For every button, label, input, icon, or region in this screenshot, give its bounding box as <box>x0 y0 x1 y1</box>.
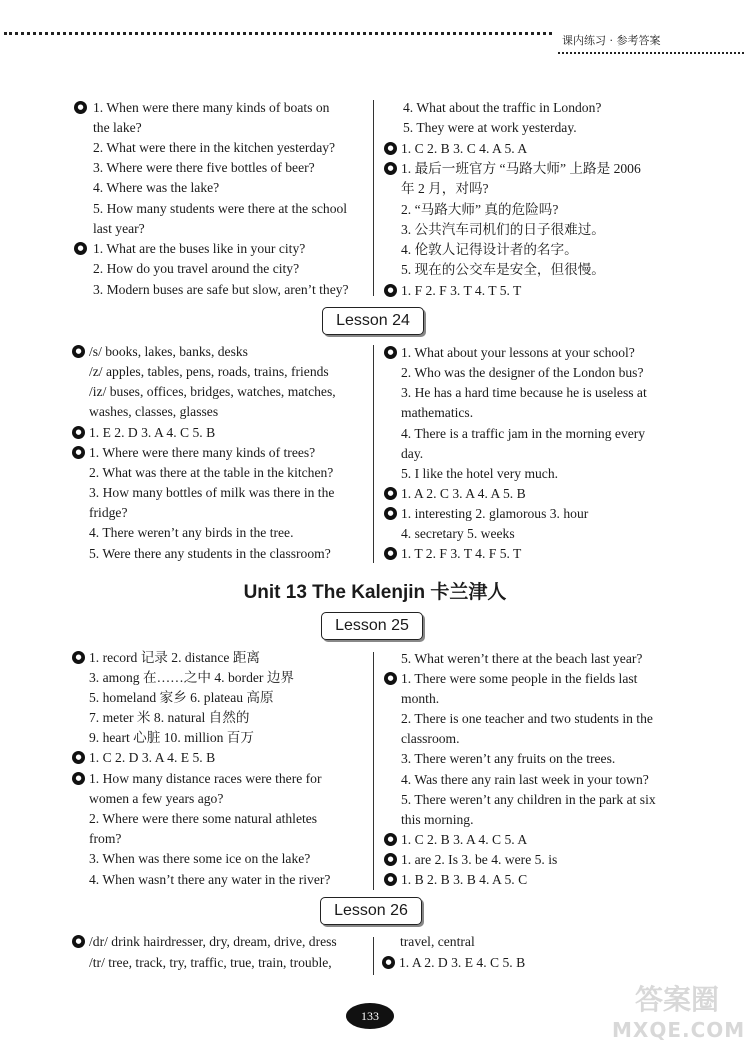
header-title: 课内练习 · 参考答案 <box>562 34 661 47</box>
text-line: 1. C 2. D 3. A 4. E 5. B <box>89 750 216 765</box>
section-marker-icon: ● <box>384 853 397 866</box>
text-line: 3. Where were there five bottles of beer? <box>93 160 315 175</box>
text-line: /z/ apples, tables, pens, roads, trains, friends <box>89 364 329 379</box>
text-line: 1. A 2. D 3. E 4. C 5. B <box>399 955 526 970</box>
text-line: /dr/ drink hairdresser, dry, dream, drive, dress <box>89 934 337 949</box>
text-line: 3. How many bottles of milk was there in the <box>89 485 335 500</box>
text-line: 4. 伦敦人记得设计者的名字。 <box>401 242 578 257</box>
section-marker-icon: ● <box>74 242 87 255</box>
text-line: 1. There were some people in the fields last <box>401 671 638 686</box>
section-marker-icon: ● <box>72 751 85 764</box>
section-marker-icon: ● <box>384 507 397 520</box>
column-divider <box>373 937 374 975</box>
text-line: 5. 现在的公交车是安全，但很慢。 <box>401 262 605 277</box>
text-line: 1. interesting 2. glamorous 3. hour <box>401 506 589 521</box>
section-marker-icon: ● <box>384 346 397 359</box>
section-marker-icon: ● <box>384 142 397 155</box>
text-line: /iz/ buses, offices, bridges, watches, matches, <box>89 384 336 399</box>
text-line: 年 2 月，对吗? <box>401 181 489 196</box>
header-dotted-rule <box>4 32 552 35</box>
text-line: 5. What weren’t there at the beach last year? <box>401 651 643 666</box>
text-line: women a few years ago? <box>89 791 224 806</box>
text-line: 2. “马路大师” 真的危险吗? <box>401 202 559 217</box>
section-marker-icon: ● <box>72 446 85 459</box>
text-line: 4. Where was the lake? <box>93 180 220 195</box>
text-line: 3. among 在……之中 4. border 边界 <box>89 670 295 685</box>
column-divider <box>373 345 374 563</box>
lesson-24-heading: Lesson 24 <box>322 307 424 335</box>
text-line: 4. What about the traffic in London? <box>403 100 602 115</box>
text-line: 5. There weren’t any children in the park at six <box>401 792 656 807</box>
text-line: 1. What about your lessons at your school? <box>401 345 635 360</box>
text-line: classroom. <box>401 731 460 746</box>
text-line: /tr/ tree, track, try, traffic, true, train, trouble, <box>89 955 332 970</box>
text-line: 5. How many students were there at the school <box>93 201 348 216</box>
text-line: mathematics. <box>401 405 474 420</box>
text-line: 2. There is one teacher and two students in the <box>401 711 653 726</box>
text-line: 4. There is a traffic jam in the morning every <box>401 426 646 441</box>
text-line: 2. What was there at the table in the kitchen? <box>89 465 334 480</box>
text-line: 1. C 2. B 3. C 4. A 5. A <box>401 141 528 156</box>
text-line: 1. A 2. C 3. A 4. A 5. B <box>401 486 526 501</box>
section-marker-icon: ● <box>74 101 87 114</box>
section-marker-icon: ● <box>384 547 397 560</box>
text-line: day. <box>401 446 424 461</box>
section-marker-icon: ● <box>72 772 85 785</box>
text-line: 2. What were there in the kitchen yesterday? <box>93 140 336 155</box>
text-line: fridge? <box>89 505 128 520</box>
text-line: 1. T 2. F 3. T 4. F 5. T <box>401 546 522 561</box>
text-line: 2. Who was the designer of the London bus? <box>401 365 644 380</box>
text-line: 1. When were there many kinds of boats on <box>93 100 330 115</box>
text-line: 1. C 2. B 3. A 4. C 5. A <box>401 832 528 847</box>
section-marker-icon: ● <box>384 487 397 500</box>
unit-title: Unit 13 The Kalenjin 卡兰津人 <box>243 582 507 603</box>
text-line: 3. There weren’t any fruits on the trees. <box>401 751 616 766</box>
section-marker-icon: ● <box>72 651 85 664</box>
text-line: 1. What are the buses like in your city? <box>93 241 306 256</box>
text-line: 1. record 记录 2. distance 距离 <box>89 650 261 665</box>
header-underline <box>558 52 744 54</box>
text-line: 5. Were there any students in the classroom? <box>89 546 331 561</box>
section-marker-icon: ● <box>72 345 85 358</box>
section-marker-icon: ● <box>72 426 85 439</box>
text-line: 1. How many distance races were there for <box>89 771 322 786</box>
watermark-line2: MXQE.COM <box>612 1018 746 1042</box>
text-line: 3. He has a hard time because he is useless at <box>401 385 647 400</box>
text-line: 9. heart 心脏 10. million 百万 <box>89 730 254 745</box>
watermark-line1: 答案圈 <box>634 983 719 1016</box>
text-line: 4. When wasn’t there any water in the river? <box>89 872 331 887</box>
column-divider <box>373 100 374 296</box>
text-line: 4. Was there any rain last week in your town? <box>401 772 649 787</box>
text-line: 2. Where were there some natural athletes <box>89 811 318 826</box>
lesson-25-heading: Lesson 25 <box>321 612 423 640</box>
text-line: 4. secretary 5. weeks <box>401 526 515 541</box>
text-line: month. <box>401 691 440 706</box>
text-line: 7. meter 米 8. natural 自然的 <box>89 710 250 725</box>
column-divider <box>373 652 374 890</box>
text-line: 1. are 2. Is 3. be 4. were 5. is <box>401 852 558 867</box>
section-marker-icon: ● <box>384 833 397 846</box>
text-line: 1. 最后一班官方 “马路大师” 上路是 2006 <box>401 161 641 176</box>
text-line: 4. There weren’t any birds in the tree. <box>89 525 294 540</box>
text-line: washes, classes, glasses <box>89 404 219 419</box>
text-line: 1. B 2. B 3. B 4. A 5. C <box>401 872 528 887</box>
text-line: 5. homeland 家乡 6. plateau 高原 <box>89 690 274 705</box>
text-line: 2. How do you travel around the city? <box>93 261 300 276</box>
text-line: 3. Modern buses are safe but slow, aren’t they? <box>93 282 349 297</box>
text-line: 5. I like the hotel very much. <box>401 466 559 481</box>
text-line: travel, central <box>400 934 475 949</box>
section-marker-icon: ● <box>384 162 397 175</box>
section-marker-icon: ● <box>384 873 397 886</box>
text-line: 3. 公共汽车司机们的日子很难过。 <box>401 222 605 237</box>
text-line: from? <box>89 831 122 846</box>
text-line: 1. E 2. D 3. A 4. C 5. B <box>89 425 216 440</box>
section-marker-icon: ● <box>384 672 397 685</box>
section-marker-icon: ● <box>72 935 85 948</box>
text-line: the lake? <box>93 120 142 135</box>
text-line: 1. Where were there many kinds of trees? <box>89 445 316 460</box>
section-marker-icon: ● <box>384 284 397 297</box>
page-number: 133 <box>346 1003 394 1029</box>
text-line: 3. When was there some ice on the lake? <box>89 851 311 866</box>
text-line: 5. They were at work yesterday. <box>403 120 577 135</box>
text-line: 1. F 2. F 3. T 4. T 5. T <box>401 283 522 298</box>
text-line: last year? <box>93 221 145 236</box>
lesson-26-heading: Lesson 26 <box>320 897 422 925</box>
text-line: /s/ books, lakes, banks, desks <box>89 344 248 359</box>
section-marker-icon: ● <box>382 956 395 969</box>
watermark-logo <box>612 983 746 1045</box>
text-line: this morning. <box>401 812 474 827</box>
